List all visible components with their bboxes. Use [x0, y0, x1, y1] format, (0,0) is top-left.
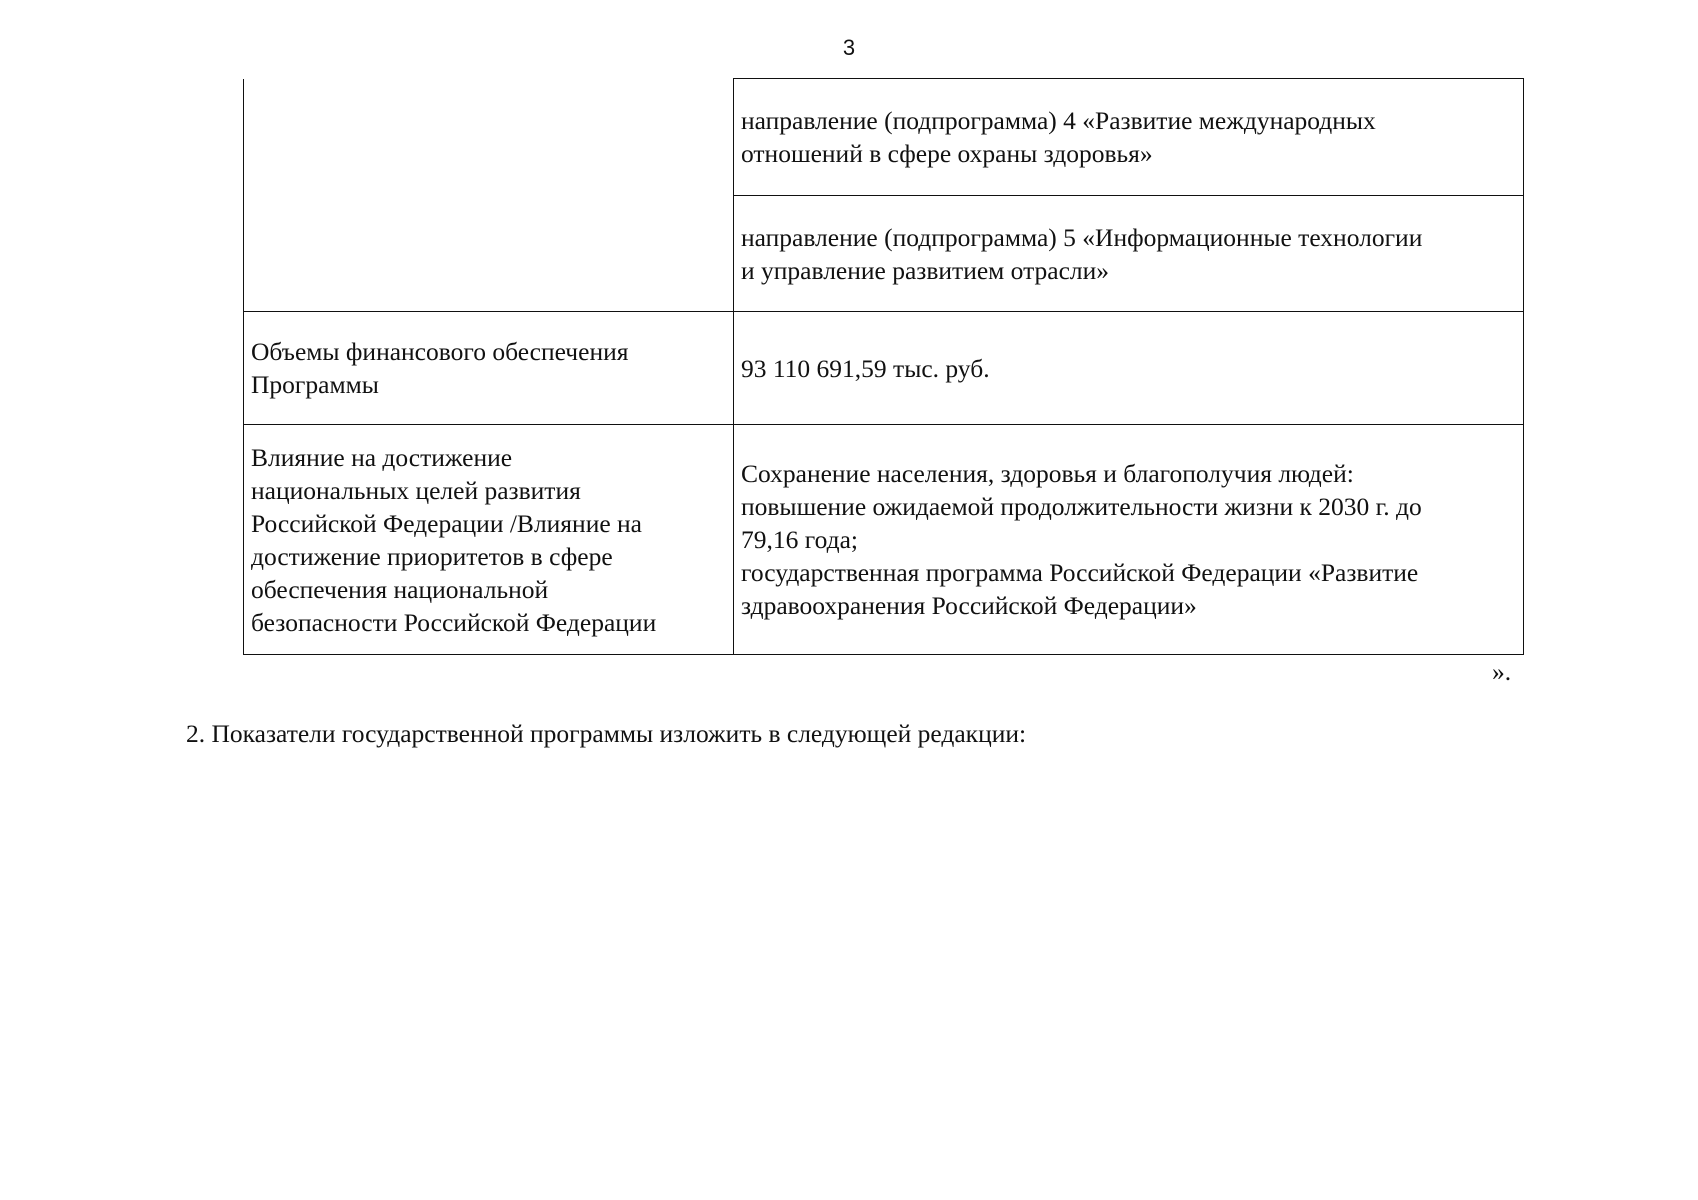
- closing-quote-mark: ».: [1492, 657, 1512, 686]
- cell-text-line: направление (подпрограмма) 5 «Информационные технологии: [741, 222, 1423, 252]
- cell-text-line: направление (подпрограмма) 4 «Развитие международных: [741, 106, 1376, 135]
- cell-text-line: обеспечения национальной: [251, 574, 549, 604]
- cell-text-line: 79,16 года;: [741, 525, 858, 554]
- table-row: [244, 79, 1524, 196]
- cell-text-line: достижение приоритетов в сфере: [251, 541, 613, 571]
- table-cell-subprogram-5: [734, 196, 1524, 312]
- page-number: 3: [842, 35, 856, 60]
- table-cell-empty-label: [244, 79, 734, 312]
- program-passport-table: [243, 78, 1524, 655]
- cell-text-line: Российской Федерации /Влияние на: [251, 508, 642, 538]
- cell-text-line: 93 110 691,59 тыс. руб.: [741, 353, 990, 383]
- cell-text-line: Сохранение населения, здоровья и благополучия людей:: [741, 459, 1354, 488]
- cell-text-line: национальных целей развития: [251, 475, 581, 505]
- cell-text-line: Объемы финансового обеспечения: [251, 337, 629, 366]
- cell-text-line: безопасности Российской Федерации: [251, 607, 657, 637]
- cell-text-line: государственная программа Российской Федерации «Развитие: [741, 558, 1419, 587]
- cell-text-line: отношений в сфере охраны здоровья»: [741, 139, 1153, 168]
- table-cell-finance-value: [734, 312, 1524, 425]
- table-cell-influence-label: [244, 425, 734, 655]
- cell-text-line: Влияние на достижение: [251, 442, 513, 472]
- cell-text-line: и управление развитием отрасли»: [741, 255, 1110, 285]
- table-row: [244, 425, 1524, 655]
- table-row: [244, 312, 1524, 425]
- cell-text-line: повышение ожидаемой продолжительности жизни к 2030 г. до: [741, 492, 1422, 521]
- paragraph-item-2: 2. Показатели государственной программы изложить в следующей редакции:: [186, 719, 1027, 748]
- table-cell-influence-value: [734, 425, 1524, 655]
- table-cell-finance-label: [244, 312, 734, 425]
- cell-text-line: здравоохранения Российской Федерации»: [741, 591, 1197, 620]
- cell-text-line: Программы: [251, 370, 379, 399]
- table-cell-subprogram-4: [734, 79, 1524, 196]
